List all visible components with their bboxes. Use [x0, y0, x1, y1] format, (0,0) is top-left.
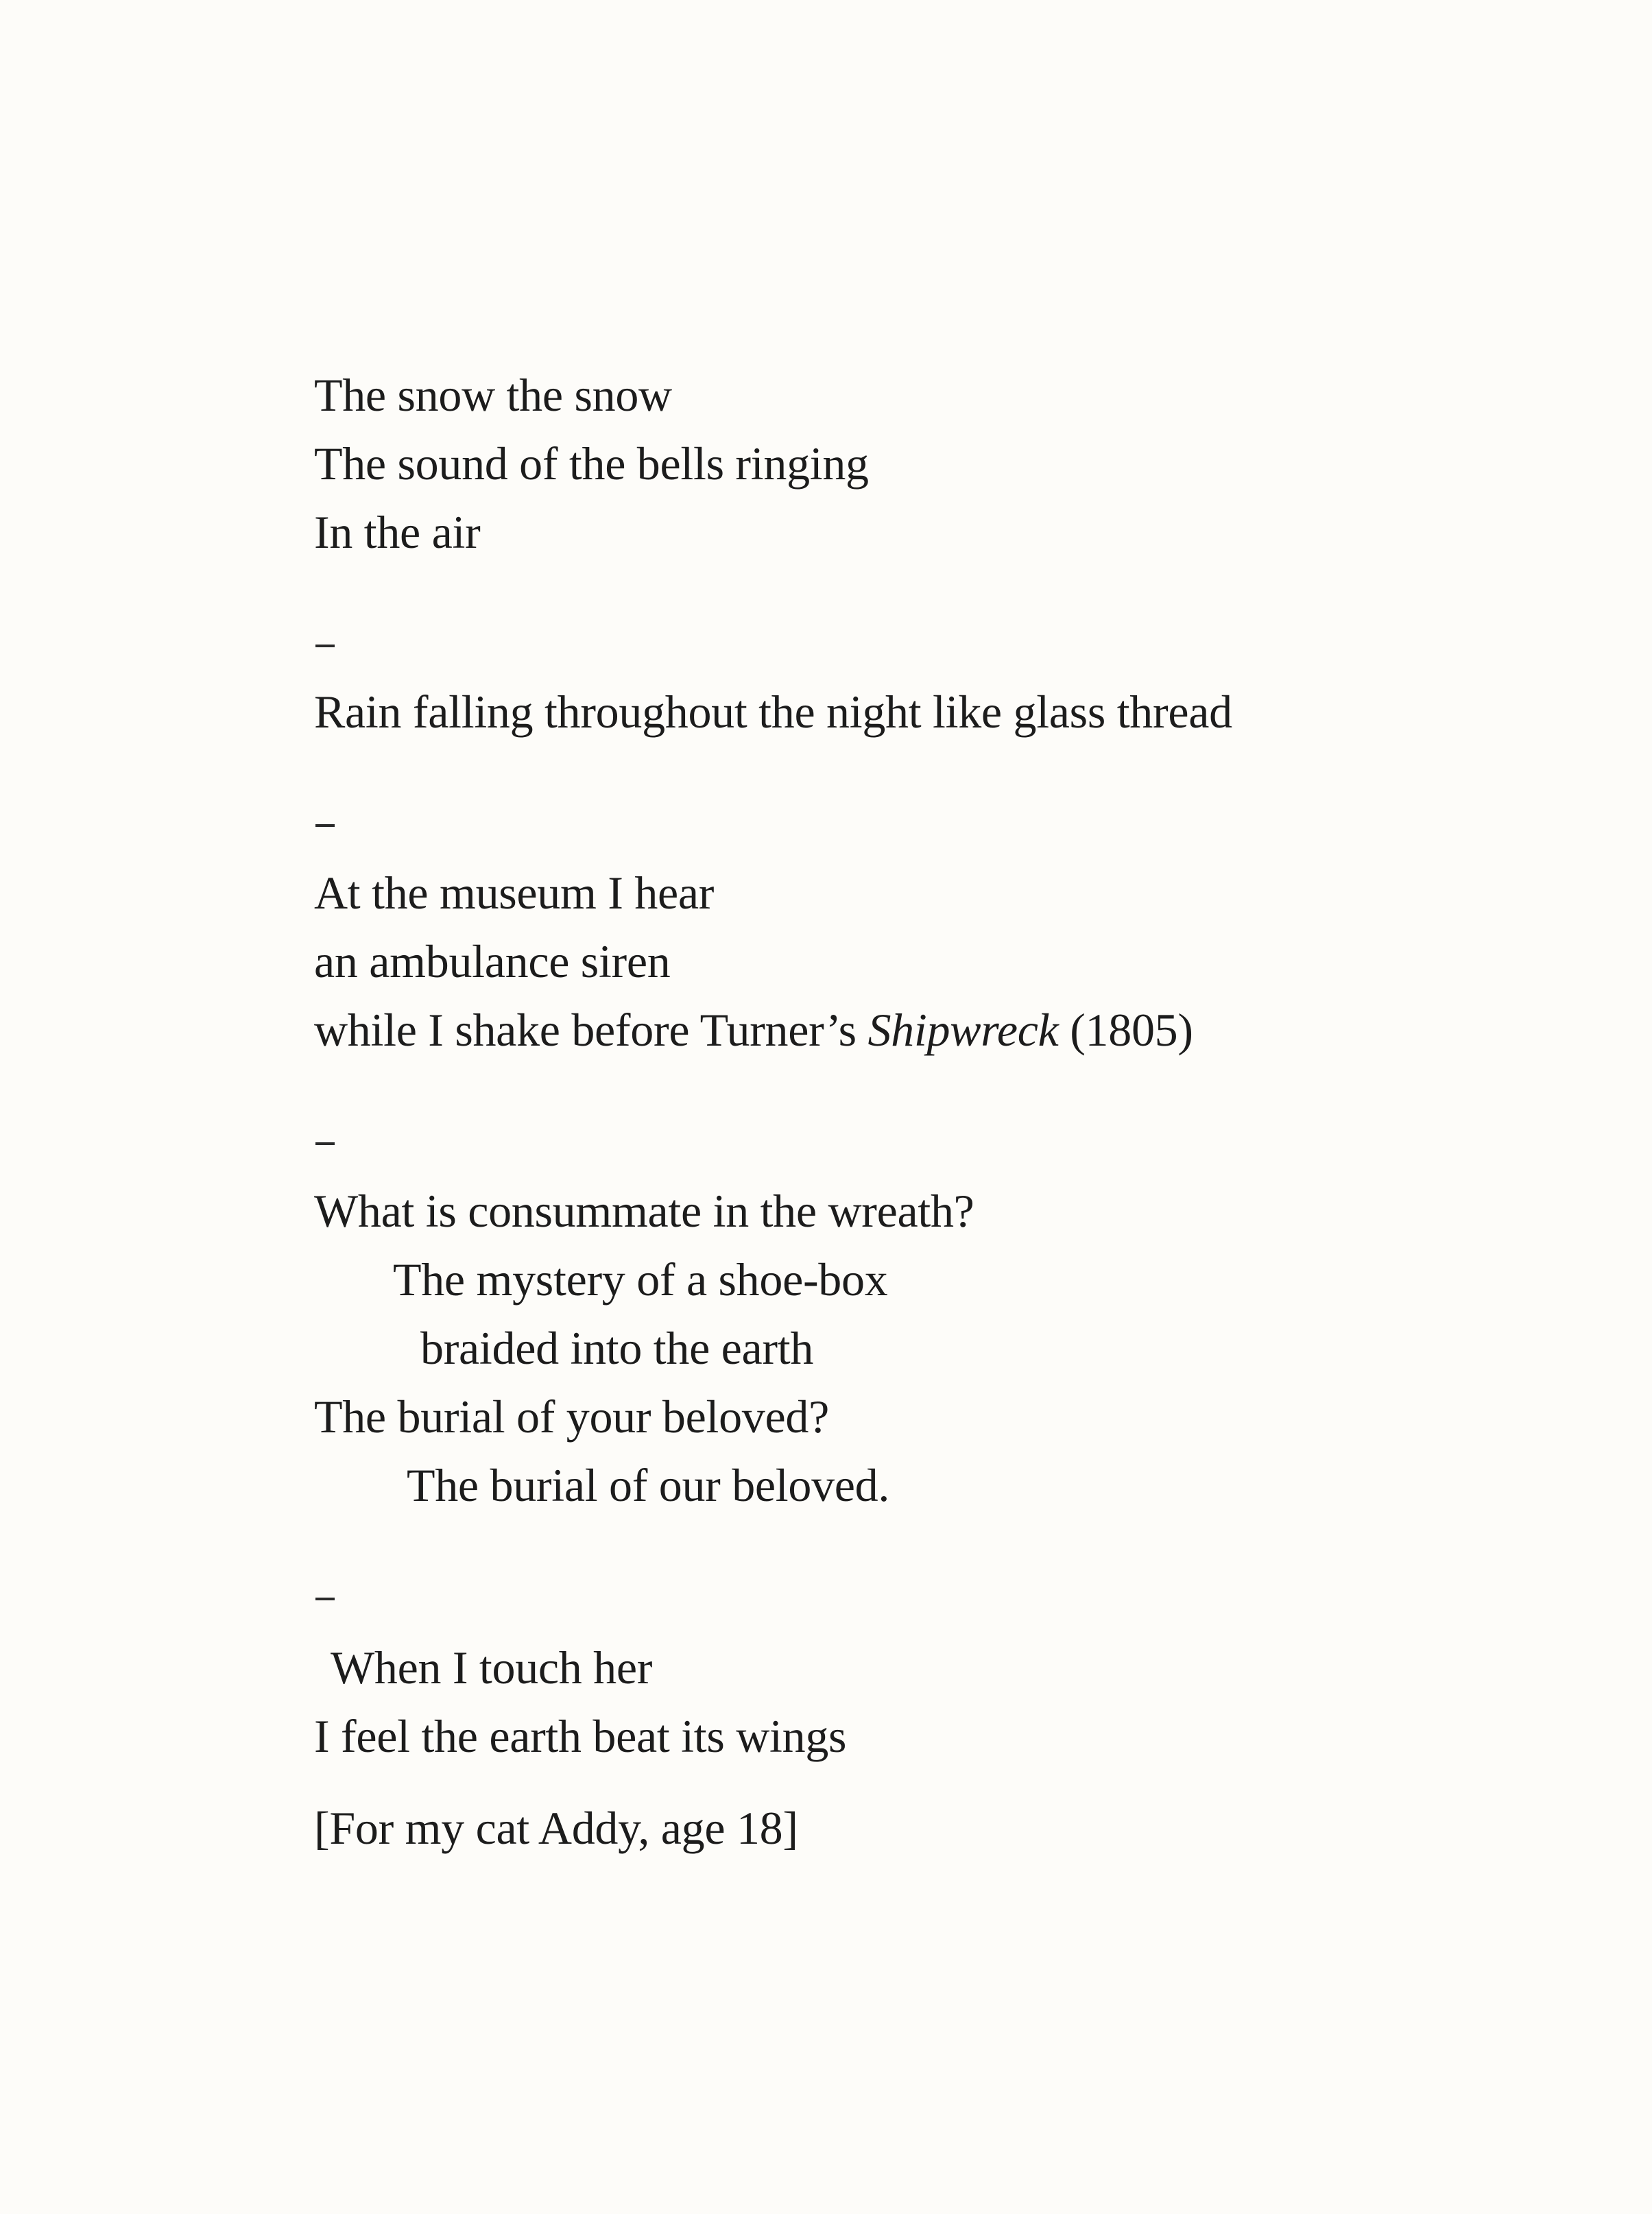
- artwork-title: Shipwreck: [867, 1004, 1059, 1056]
- poem-line: The burial of our beloved.: [407, 1459, 890, 1511]
- poem-line: The snow the snow: [314, 369, 672, 421]
- poem-line: At the museum I hear: [314, 867, 715, 919]
- poem-line: an ambulance siren: [314, 935, 671, 987]
- section-divider-dash: [315, 1142, 335, 1145]
- poem-line: When I touch her: [331, 1641, 653, 1694]
- section-divider-dash: [315, 645, 335, 647]
- poem-line: The sound of the bells ringing: [314, 437, 869, 490]
- poem-line: [314, 1002, 1193, 1057]
- artwork-year: (1805): [1058, 1004, 1193, 1056]
- poem-line: What is consummate in the wreath?: [314, 1185, 974, 1237]
- dedication: [For my cat Addy, age 18]: [314, 1802, 798, 1854]
- section-divider-dash: [315, 824, 335, 827]
- poem-line-text: while I shake before Turner’s: [314, 1004, 868, 1056]
- poem-line: I feel the earth beat its wings: [314, 1710, 847, 1762]
- poem-line: braided into the earth: [420, 1322, 814, 1374]
- poem-line: The mystery of a shoe-box: [393, 1253, 888, 1305]
- poem-line: Rain falling throughout the night like glass thread: [314, 686, 1232, 738]
- section-divider-dash: [315, 1598, 335, 1600]
- poem-line: In the air: [314, 506, 481, 558]
- poem-line: The burial of your beloved?: [314, 1391, 829, 1443]
